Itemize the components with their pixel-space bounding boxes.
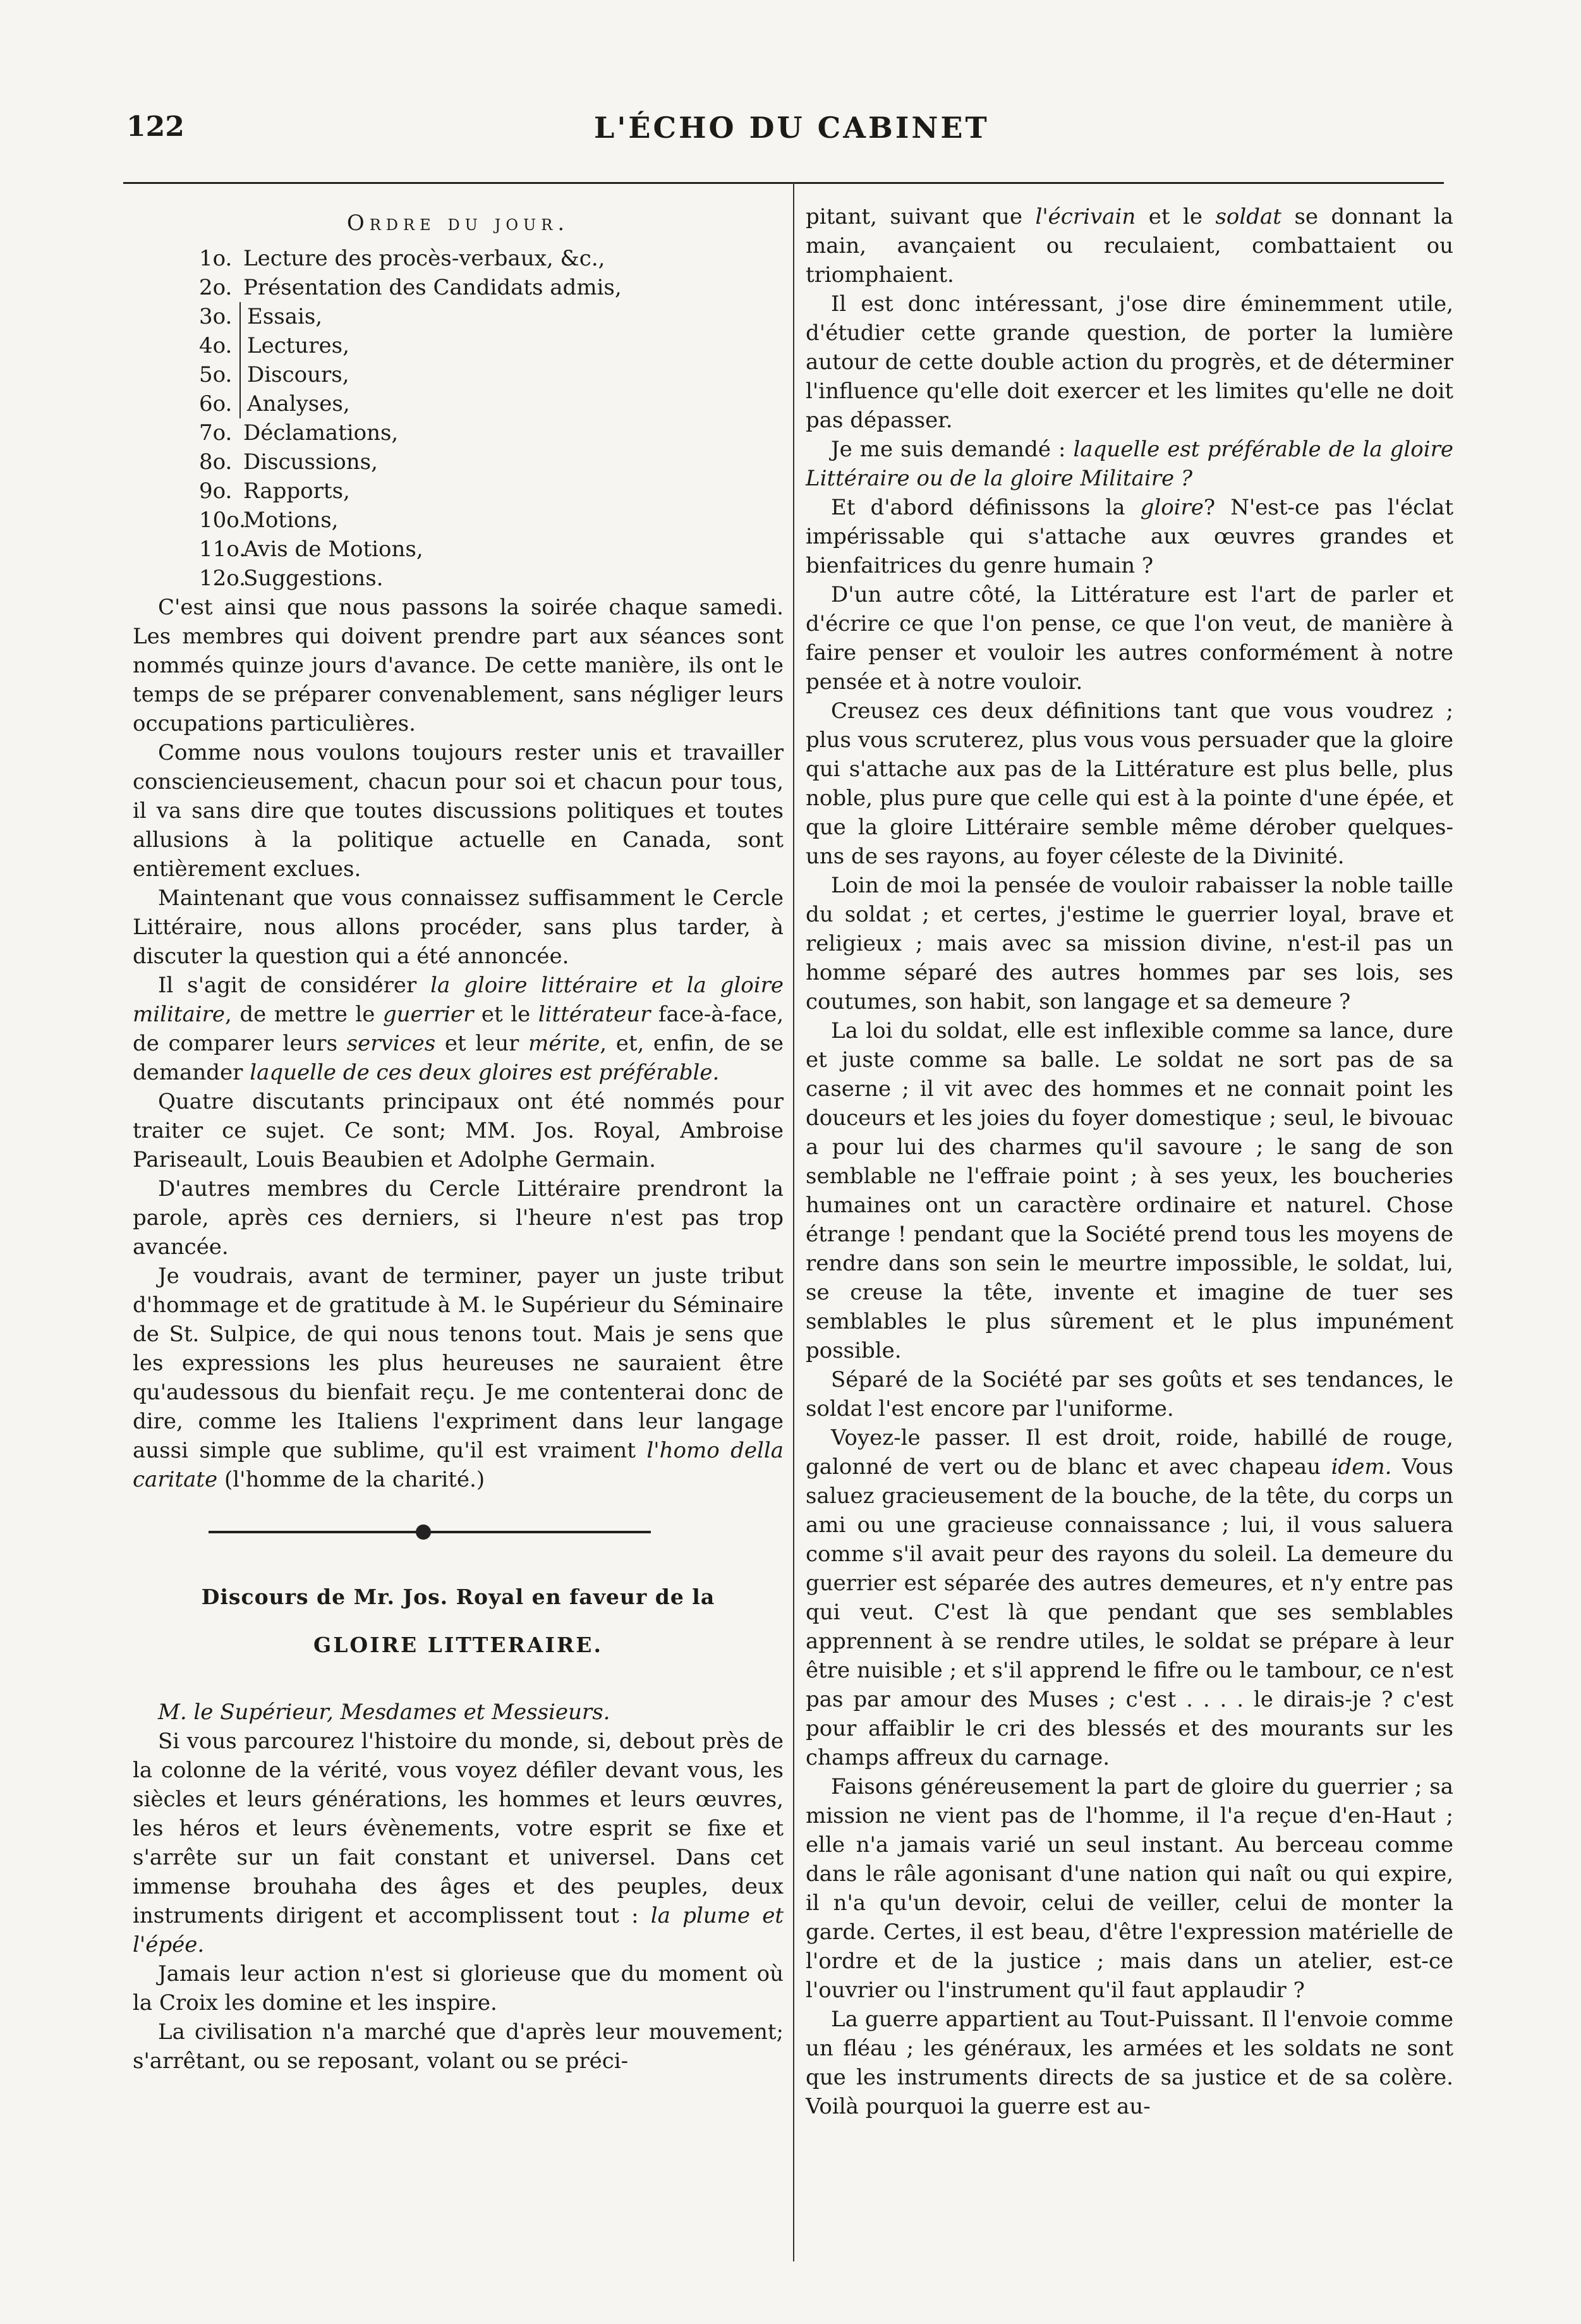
list-item: 4o. Lectures,: [199, 331, 784, 360]
left-column: [133, 202, 784, 2076]
header-rule: [123, 182, 1444, 184]
paragraph: Il est donc intéressant, j'ose dire éminemment utile, d'étudier cette grande question, de porter la lumière autour de cette double action du progrès, et de déterminer l'influence qu'elle doit exercer et les limites qu'elle ne doit pas dépasser.: [806, 291, 1453, 433]
list-item: 1o. Lecture des procès-verbaux, &c.,: [199, 246, 605, 271]
paragraph: La civilisation n'a marché que d'après leur mouvement; s'arrêtant, ou se reposant, volant ou se préci-: [133, 2019, 784, 2074]
paragraph: Loin de moi la pensée de vouloir rabaisser la noble taille du soldat ; et certes, j'estime le guerrier loyal, brave et religieux ; mais avec sa mission divine, n'est-il pas un homme séparé des autres hommes par ses lois, ses coutumes, son habit, son langage et sa demeure ?: [806, 873, 1453, 1014]
paragraph: La loi du soldat, elle est inflexible comme sa lance, dure et juste comme sa balle. Le soldat ne sort pas de sa caserne ; il vit avec des hommes et ne connait point les douceurs et les joies du foyer domestique ; seul, le bivouac a pour lui des charmes qu'il savoure ; le sang de son semblable ne l'effraie point ; à ses yeux, les boucheries humaines ont un caractère ordinaire et naturel. Chose étrange ! pendant que la Société prend tous les moyens de rendre dans son sein le meurtre impossible, le soldat, lui, se creuse la tête, invente et imagine de tuer ses semblables le plus sûrement et le plus impunément possible.: [806, 1018, 1453, 1363]
paragraph: C'est ainsi que nous passons la soirée chaque samedi. Les membres qui doivent prendre part aux séances sont nommés quinze jours d'avance. De cette manière, ils ont le temps de se préparer convenablement, sans négliger leurs occupations particulières.: [133, 595, 784, 736]
column-divider: [793, 182, 794, 2261]
list-item: 8o. Discussions,: [199, 449, 378, 475]
paragraph: Faisons généreusement la part de gloire du guerrier ; sa mission ne vient pas de l'homme, il l'a reçue d'en-Haut ; elle n'a jamais varié un seul instant. Au berceau comme dans le râle agonisant d'une nation qui naît ou qui expire, il n'a qu'un devoir, celui de veiller, celui de monter la garde. Certes, il est beau, d'être l'expression matérielle de l'ordre et de la justice ; mais dans un atelier, est-ce l'ouvrier ou l'instrument qu'il faut applaudir ?: [806, 1774, 1453, 2003]
paragraph: Je voudrais, avant de terminer, payer un juste tribut d'hommage et de gratitude à M. le Supérieur du Séminaire de St. Sulpice, de qui nous tenons tout. Mais je sens que les expressions les plus heureuses ne sauraient être qu'audessous du bienfait reçu. Je me contenterai donc de dire, comme les Italiens l'expriment dans leur langage aussi simple que sublime, qu'il est vraiment l'homo della caritate (l'homme de la charité.): [133, 1263, 784, 1492]
separator-ornament: [416, 1524, 431, 1540]
discours-subtitle: GLOIRE LITTERAIRE.: [313, 1633, 603, 1657]
ordre-du-jour-list: [133, 244, 784, 593]
paragraph: Il s'agit de considérer la gloire littéraire et la gloire militaire, de mettre le guerrier et le littérateur face-à-face, de comparer leurs services et leur mérite, et, enfin, de se demander laquelle de ces deux gloires est préférable.: [133, 973, 784, 1085]
salutation: M. le Supérieur, Mesdames et Messieurs.: [158, 1700, 610, 1725]
paragraph: Creusez ces deux définitions tant que vous voudrez ; plus vous scruterez, plus vous vous persuader que la gloire qui s'attache aux pas de la Littérature est plus belle, plus noble, plus pure que celle qui est à la pointe d'une épée, et que la gloire Littéraire semble même dérober quelques-uns de ses rayons, au foyer céleste de la Divinité.: [806, 698, 1453, 869]
paragraph: Voyez-le passer. Il est droit, roide, habillé de rouge, galonné de vert ou de blanc et avec chapeau idem. Vous saluez gracieusement de la bouche, de la tête, du corps un ami ou une gracieuse connaissance ; lui, il vous saluera comme s'il avait peur des rayons du soleil. La demeure du guerrier est séparée des autres demeures, et n'y entre pas qui veut. C'est là que pendant que ses semblables apprennent à se rendre utiles, le soldat se prépare à leur être nuisible ; et s'il apprend le fifre ou le tambour, ce n'est pas par amour des Muses ; c'est . . . . le dirais-je ? c'est pour affaiblir le cri des blessés et des mourants sur les champs affreux du carnage.: [806, 1425, 1453, 1770]
paragraph: La guerre appartient au Tout-Puissant. Il l'envoie comme un fléau ; les généraux, les armées et les soldats ne sont que les instruments directs de sa justice et de sa colère. Voilà pourquoi la guerre est au-: [806, 2007, 1453, 2119]
page-header: [0, 111, 1581, 155]
paragraph: Maintenant que vous connaissez suffisamment le Cercle Littéraire, nous allons procéder, sans plus tarder, à discuter la question qui a été annoncée.: [133, 885, 784, 969]
list-item: 3o. Essais,: [199, 302, 784, 331]
paragraph: D'autres membres du Cercle Littéraire prendront la parole, après ces derniers, si l'heure n'est pas trop avancée.: [133, 1176, 784, 1260]
list-item: 11o.Avis de Motions,: [199, 537, 423, 562]
ordre-du-jour-title: Ordre du jour.: [346, 210, 570, 236]
paragraph: Si vous parcourez l'histoire du monde, si, debout près de la colonne de la vérité, vous voyez défiler devant vous, les siècles et leurs générations, les hommes et leurs œuvres, les héros et leurs évènements, votre esprit se fixe et s'arrête sur un fait constant et universel. Dans cet immense brouhaha des âges et des peuples, deux instruments dirigent et accomplissent tout : la plume et l'épée.: [133, 1729, 784, 1957]
right-column: [806, 202, 1453, 2121]
list-item: 9o. Rapports,: [199, 478, 350, 504]
running-title: L'ÉCHO DU CABINET: [594, 111, 990, 145]
list-item: 6o. Analyses,: [199, 389, 784, 418]
paragraph: Comme nous voulons toujours rester unis et travailler consciencieusement, chacun pour soi et chacun pour tous, il va sans dire que toutes discussions politiques et toutes allusions à la politique actuelle en Canada, sont entièrement exclues.: [133, 740, 784, 882]
discours-title: Discours de Mr. Jos. Royal en faveur de la: [201, 1585, 715, 1609]
list-item: 2o. Présentation des Candidats admis,: [199, 275, 622, 300]
paragraph: Et d'abord définissons la gloire? N'est-ce pas l'éclat impérissable qui s'attache aux œuvres grandes et bienfaitrices du genre humain ?: [806, 495, 1453, 578]
list-item: 5o. Discours,: [199, 360, 784, 389]
paragraph: Quatre discutants principaux ont été nommés pour traiter ce sujet. Ce sont; MM. Jos. Royal, Ambroise Pariseault, Louis Beaubien et Adolphe Germain.: [133, 1089, 784, 1172]
paragraph: Séparé de la Société par ses goûts et ses tendances, le soldat l'est encore par l'uniforme.: [806, 1367, 1453, 1421]
section-separator: [133, 1494, 784, 1570]
paragraph: pitant, suivant que l'écrivain et le soldat se donnant la main, avançaient ou reculaient, combattaient ou triomphaient.: [806, 204, 1454, 288]
paragraph: Je me suis demandé : laquelle est préférable de la gloire Littéraire ou de la gloire Militaire ?: [806, 437, 1453, 491]
list-item: 12o.Suggestions.: [199, 566, 384, 591]
list-item: 7o. Déclamations,: [199, 420, 399, 446]
paragraph: Jamais leur action n'est si glorieuse que du moment où la Croix les domine et les inspire.: [133, 1961, 784, 2016]
list-item: 10o.Motions,: [199, 508, 339, 533]
paragraph: D'un autre côté, la Littérature est l'art de parler et d'écrire ce que l'on pense, ce que l'on veut, de manière à faire penser et vouloir les autres conformément à notre pensée et à notre vouloir.: [806, 582, 1453, 695]
page-number: 122: [126, 111, 185, 143]
